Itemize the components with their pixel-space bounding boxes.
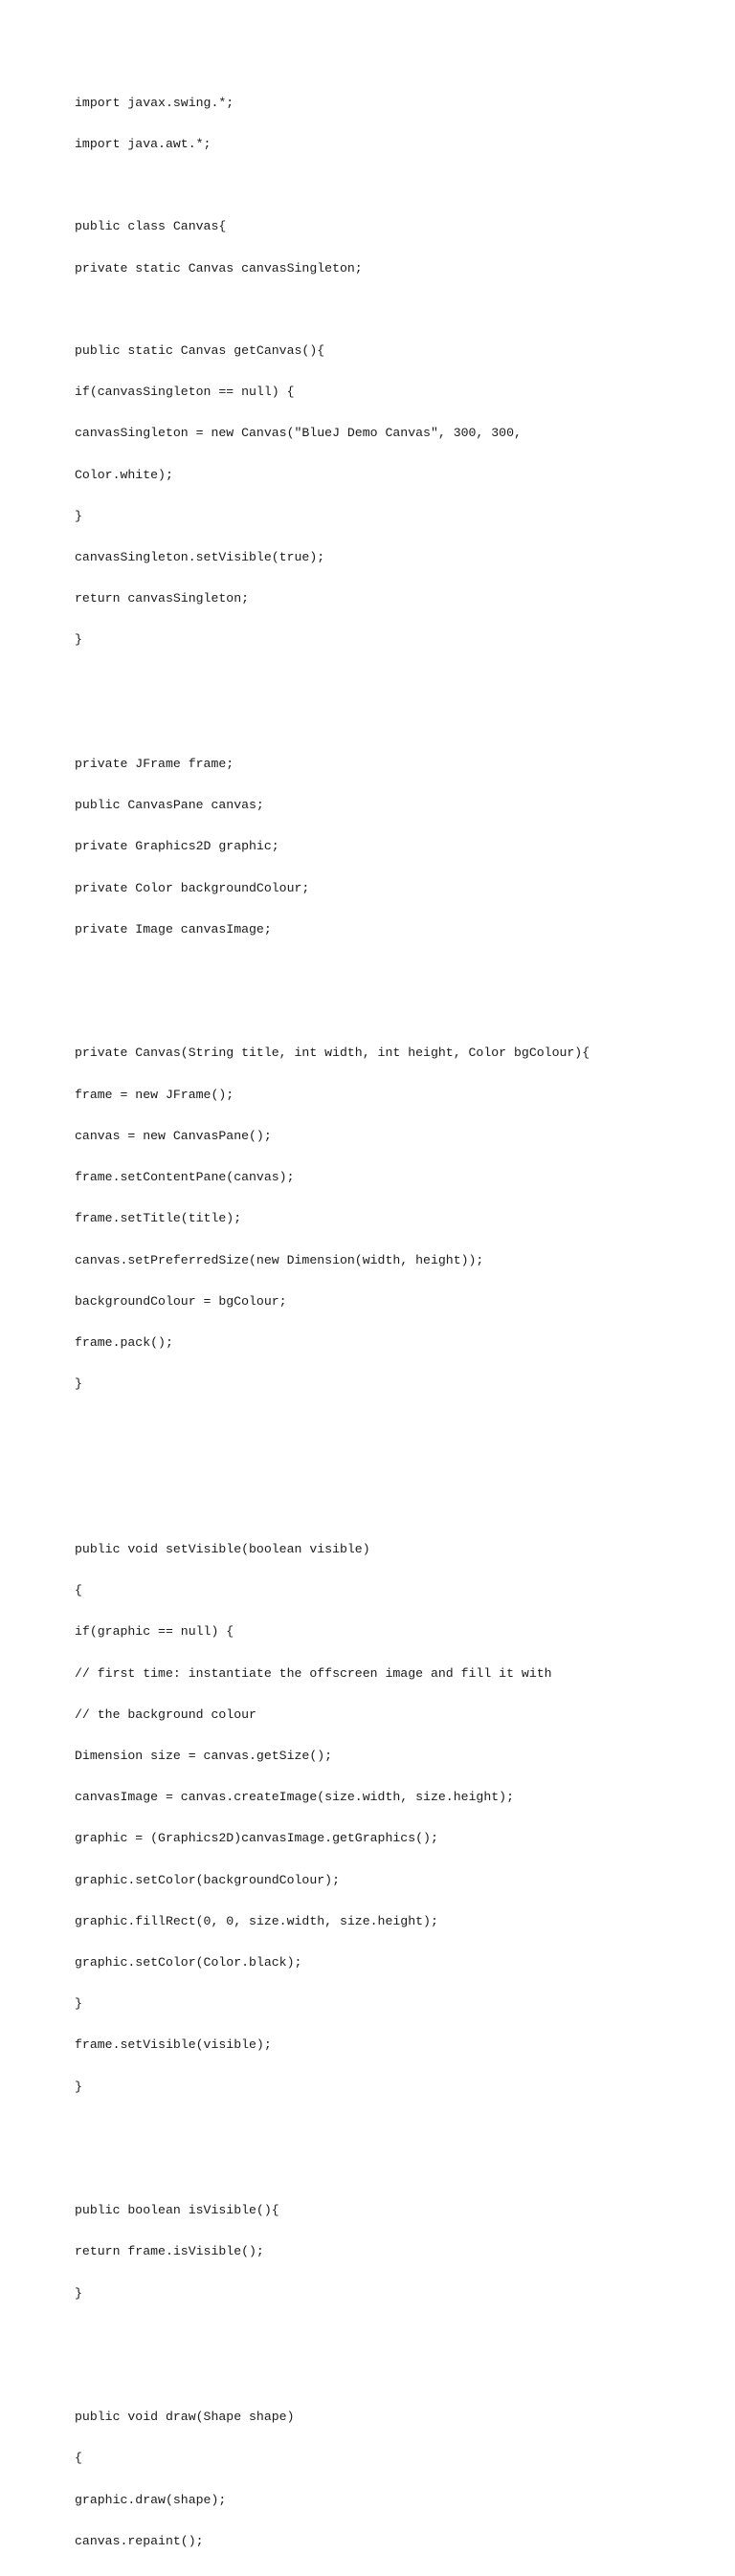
code-line: canvasImage = canvas.createImage(size.width, size.height);: [75, 1790, 514, 1805]
code-line: frame.setVisible(visible);: [75, 2037, 272, 2053]
code-line: canvasSingleton = new Canvas("BlueJ Demo Canvas", 300, 300,: [75, 426, 522, 441]
code-line: public class Canvas{: [75, 219, 227, 234]
code-line: private Image canvasImage;: [75, 921, 272, 936]
code-line: return frame.isVisible();: [75, 2244, 264, 2259]
code-line: [75, 675, 725, 689]
code-line: graphic.fillRect(0, 0, size.width, size.height);: [75, 1913, 438, 1928]
code-line: private Graphics2D graphic;: [75, 839, 279, 854]
code-line: Color.white);: [75, 467, 173, 482]
code-line: [75, 303, 725, 317]
code-line: }: [75, 508, 82, 523]
code-line: canvasSingleton.setVisible(true);: [75, 550, 325, 565]
code-line: }: [75, 1376, 82, 1392]
code-line: // first time: instantiate the offscreen image and fill it with: [75, 1665, 552, 1681]
code-line: [75, 1005, 725, 1019]
code-line: [75, 179, 725, 192]
code-line: canvas.repaint();: [75, 2533, 204, 2548]
code-line: return canvasSingleton;: [75, 591, 250, 606]
code-line: // the background colour: [75, 1706, 256, 1722]
code-line: canvas.setPreferredSize(new Dimension(width, height));: [75, 1252, 484, 1267]
code-line: public void setVisible(boolean visible): [75, 1541, 370, 1556]
code-line: [75, 2369, 725, 2383]
code-line: graphic.draw(shape);: [75, 2492, 227, 2507]
code-line: [75, 1419, 725, 1432]
code-line: [75, 2328, 725, 2342]
code-line: graphic = (Graphics2D)canvasImage.getGraphics();: [75, 1831, 438, 1846]
code-line: [75, 1502, 725, 1515]
code-line: public void draw(Shape shape): [75, 2410, 295, 2425]
code-line: if(canvasSingleton == null) {: [75, 385, 295, 400]
code-line: canvas = new CanvasPane();: [75, 1128, 272, 1143]
code-line: }: [75, 2079, 82, 2094]
code-line: import javax.swing.*;: [75, 95, 234, 110]
code-line: public boolean isVisible(){: [75, 2203, 279, 2218]
code-line: }: [75, 632, 82, 648]
code-line: [75, 2122, 725, 2135]
code-line: public static Canvas getCanvas(){: [75, 343, 325, 359]
code-line: private JFrame frame;: [75, 757, 234, 772]
code-line: import java.awt.*;: [75, 137, 212, 152]
code-line: Dimension size = canvas.getSize();: [75, 1748, 333, 1763]
code-line: private Canvas(String title, int width, int height, Color bgColour){: [75, 1046, 590, 1061]
code-line: }: [75, 1996, 82, 2012]
code-line: public CanvasPane canvas;: [75, 798, 264, 813]
code-line: {: [75, 2451, 82, 2466]
code-line: {: [75, 1583, 82, 1598]
code-line: frame.pack();: [75, 1334, 173, 1350]
code-line: graphic.setColor(Color.black);: [75, 1954, 302, 1970]
code-line: }: [75, 2285, 82, 2301]
code-line: frame.setTitle(title);: [75, 1211, 242, 1226]
code-line: [75, 1461, 725, 1474]
code-line: if(graphic == null) {: [75, 1624, 234, 1640]
code-line: graphic.setColor(backgroundColour);: [75, 1872, 340, 1887]
code-line: frame.setContentPane(canvas);: [75, 1170, 295, 1185]
code-line: private Color backgroundColour;: [75, 880, 310, 895]
code-line: backgroundColour = bgColour;: [75, 1293, 287, 1309]
code-line: [75, 2163, 725, 2176]
code-line: private static Canvas canvasSingleton;: [75, 260, 363, 275]
code-line: frame = new JFrame();: [75, 1087, 234, 1102]
code-line: [75, 716, 725, 730]
code-line: [75, 964, 725, 978]
code-listing: [75, 69, 725, 2576]
